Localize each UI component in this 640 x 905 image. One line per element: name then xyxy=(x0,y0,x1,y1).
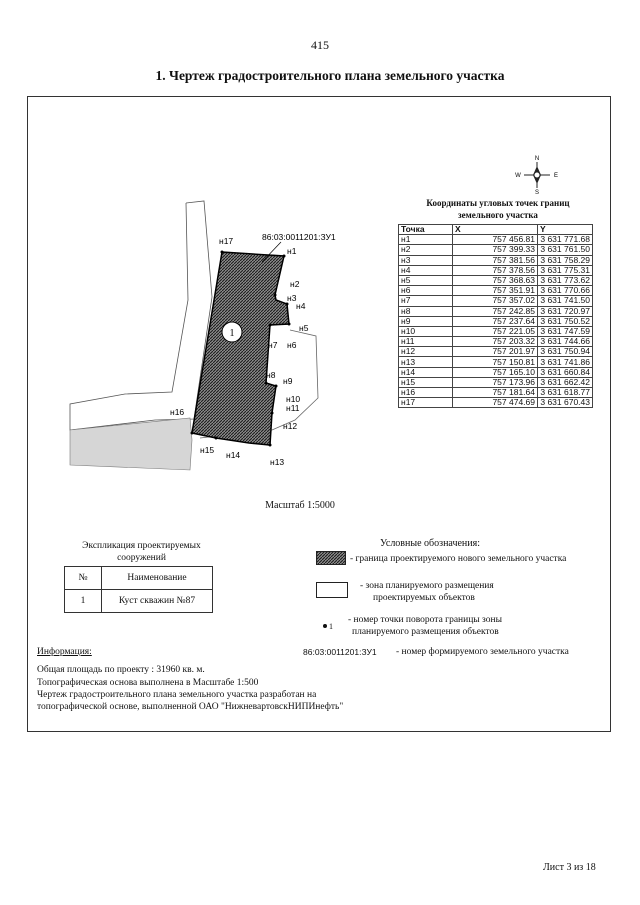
table-row xyxy=(399,326,593,336)
point-label: н9 xyxy=(283,376,293,386)
table-row xyxy=(399,286,593,296)
x-coordinate-cell: 757 368.63 xyxy=(453,275,538,285)
explication-number: 1 xyxy=(65,590,102,613)
point-label: н13 xyxy=(270,457,285,467)
table-row xyxy=(399,296,593,306)
point-label: н14 xyxy=(226,450,241,460)
x-coordinate-cell: 757 357.02 xyxy=(453,296,538,306)
info-cadastral-description: - номер формируемого земельного участка xyxy=(396,647,569,657)
coordinates-table-body xyxy=(399,235,593,408)
explication-header-row xyxy=(65,567,213,590)
explication-title-line-1: Экспликация проектируемых xyxy=(82,541,201,551)
legend-title: Условные обозначения: xyxy=(380,538,481,549)
info-line: Топографическая основа выполнена в Масштабе 1:500 xyxy=(37,678,259,688)
table-row xyxy=(399,347,593,357)
y-coordinate-cell: 3 631 761.50 xyxy=(538,245,593,255)
point-name-cell: н17 xyxy=(399,398,453,408)
y-coordinate-cell: 3 631 750.52 xyxy=(538,316,593,326)
table-row xyxy=(399,235,593,245)
point-name-cell: н16 xyxy=(399,388,453,398)
x-coordinate-cell: 757 173.96 xyxy=(453,377,538,387)
legend-zone-swatch xyxy=(316,582,348,598)
x-coordinate-cell: 757 474.69 xyxy=(453,398,538,408)
y-coordinate-cell: 3 631 720.97 xyxy=(538,306,593,316)
x-coordinate-cell: 757 456.81 xyxy=(453,235,538,245)
y-coordinate-cell: 3 631 741.86 xyxy=(538,357,593,367)
table-row xyxy=(399,316,593,326)
x-coordinate-cell: 757 237.64 xyxy=(453,316,538,326)
point-name-cell: н9 xyxy=(399,316,453,326)
point-label: н4 xyxy=(296,301,306,311)
point-name-cell: н4 xyxy=(399,265,453,275)
point-name-cell: н12 xyxy=(399,347,453,357)
y-coordinate-cell: 3 631 773.62 xyxy=(538,275,593,285)
compass-east-label: E xyxy=(553,173,559,179)
x-coordinate-cell: 757 378.56 xyxy=(453,265,538,275)
legend-point-line-1: - номер точки поворота границы зоны xyxy=(348,615,502,625)
x-coordinate-cell: 757 165.10 xyxy=(453,367,538,377)
scale-label: Масштаб 1:5000 xyxy=(265,500,335,511)
point-label: н5 xyxy=(299,323,309,333)
column-header: Точка xyxy=(399,225,453,235)
point-name-cell: н7 xyxy=(399,296,453,306)
site-plan xyxy=(0,0,400,500)
column-header: Наименование xyxy=(102,567,213,590)
coordinates-title-line-1: Координаты угловых точек границ xyxy=(426,198,570,208)
x-coordinate-cell: 757 201.97 xyxy=(453,347,538,357)
point-name-cell: н8 xyxy=(399,306,453,316)
point-label: н1 xyxy=(287,246,297,256)
point-label: н7 xyxy=(268,340,278,350)
explication-table xyxy=(64,566,213,613)
info-line: топографической основе, выполненной ОАО "НижневартовскНИПИнефть" xyxy=(37,702,344,712)
column-header: Y xyxy=(538,225,593,235)
table-row xyxy=(399,367,593,377)
table-row xyxy=(399,388,593,398)
info-line: Общая площадь по проекту : 31960 кв. м. xyxy=(37,665,205,675)
surrounding-area-outline xyxy=(70,201,212,430)
compass-west-label: W xyxy=(515,173,521,179)
point-name-cell: н2 xyxy=(399,245,453,255)
compass-icon xyxy=(512,154,562,194)
y-coordinate-cell: 3 631 618.77 xyxy=(538,388,593,398)
explication-name: Куст скважин №87 xyxy=(102,590,213,613)
x-coordinate-cell: 757 381.56 xyxy=(453,255,538,265)
legend-point-dot xyxy=(323,624,327,628)
legend-point-line-2: планируемого размещения объектов xyxy=(352,627,499,637)
x-coordinate-cell: 757 221.05 xyxy=(453,326,538,336)
sheet-number: Лист 3 из 18 xyxy=(543,862,596,873)
point-label: н15 xyxy=(200,445,215,455)
point-name-cell: н10 xyxy=(399,326,453,336)
coordinates-table-title xyxy=(400,197,596,221)
coordinates-title-line-2: земельного участка xyxy=(458,210,538,220)
table-row xyxy=(399,275,593,285)
cadastral-label: 86:03:0011201:ЗУ1 xyxy=(262,232,336,242)
point-name-cell: н1 xyxy=(399,235,453,245)
point-label: н16 xyxy=(170,407,185,417)
point-label: н10 xyxy=(286,394,301,404)
x-coordinate-cell: 757 242.85 xyxy=(453,306,538,316)
column-header: № xyxy=(65,567,102,590)
table-row xyxy=(399,357,593,367)
y-coordinate-cell: 3 631 662.42 xyxy=(538,377,593,387)
point-label: н2 xyxy=(290,279,300,289)
explication-title-line-2: сооружений xyxy=(117,553,166,563)
table-row xyxy=(399,337,593,347)
table-row xyxy=(399,265,593,275)
x-coordinate-cell: 757 351.91 xyxy=(453,286,538,296)
coordinates-table-header-row xyxy=(399,225,593,235)
legend-point-marker: 1 xyxy=(329,622,333,631)
point-name-cell: н13 xyxy=(399,357,453,367)
document-title: 1. Чертеж градостроительного плана земельного участка xyxy=(155,68,505,83)
legend-zone-line-2: проектируемых объектов xyxy=(373,593,475,603)
point-label: н6 xyxy=(287,340,297,350)
y-coordinate-cell: 3 631 744.66 xyxy=(538,337,593,347)
x-coordinate-cell: 757 181.64 xyxy=(453,388,538,398)
point-name-cell: н15 xyxy=(399,377,453,387)
point-name-cell: н6 xyxy=(399,286,453,296)
info-label: Информация: xyxy=(37,647,92,657)
point-label: н12 xyxy=(283,421,298,431)
info-cadastral-number: 86:03:0011201:ЗУ1 xyxy=(303,647,377,657)
legend-boundary: - граница проектируемого нового земельного участка xyxy=(350,554,567,564)
column-header: X xyxy=(453,225,538,235)
table-row xyxy=(399,398,593,408)
road xyxy=(70,418,192,470)
coordinates-table xyxy=(398,224,593,408)
point-label: н17 xyxy=(219,236,234,246)
y-coordinate-cell: 3 631 741.50 xyxy=(538,296,593,306)
point-label: н11 xyxy=(286,403,300,413)
point-name-cell: н11 xyxy=(399,337,453,347)
point-name-cell: н5 xyxy=(399,275,453,285)
compass-north-label: N xyxy=(534,156,540,162)
compass-south-label: S xyxy=(534,190,540,194)
x-coordinate-cell: 757 150.81 xyxy=(453,357,538,367)
point-label: н8 xyxy=(266,370,276,380)
explication-title xyxy=(64,540,219,564)
table-row xyxy=(399,255,593,265)
info-line: Чертеж градостроительного плана земельного участка разработан на xyxy=(37,690,317,700)
legend-zone-line-1: - зона планируемого размещения xyxy=(360,581,494,591)
table-row xyxy=(65,590,213,613)
y-coordinate-cell: 3 631 770.66 xyxy=(538,286,593,296)
point-label: н3 xyxy=(287,293,297,303)
table-row xyxy=(399,306,593,316)
table-row xyxy=(399,245,593,255)
object-marker-label: 1 xyxy=(229,328,235,339)
y-coordinate-cell: 3 631 758.29 xyxy=(538,255,593,265)
legend-hatch-swatch xyxy=(316,551,346,565)
y-coordinate-cell: 3 631 660.84 xyxy=(538,367,593,377)
point-name-cell: н3 xyxy=(399,255,453,265)
x-coordinate-cell: 757 203.32 xyxy=(453,337,538,347)
table-row xyxy=(399,377,593,387)
y-coordinate-cell: 3 631 747.59 xyxy=(538,326,593,336)
x-coordinate-cell: 757 399.33 xyxy=(453,245,538,255)
y-coordinate-cell: 3 631 775.31 xyxy=(538,265,593,275)
page-number: 415 xyxy=(311,38,329,52)
y-coordinate-cell: 3 631 670.43 xyxy=(538,398,593,408)
y-coordinate-cell: 3 631 771.68 xyxy=(538,235,593,245)
point-name-cell: н14 xyxy=(399,367,453,377)
y-coordinate-cell: 3 631 750.94 xyxy=(538,347,593,357)
